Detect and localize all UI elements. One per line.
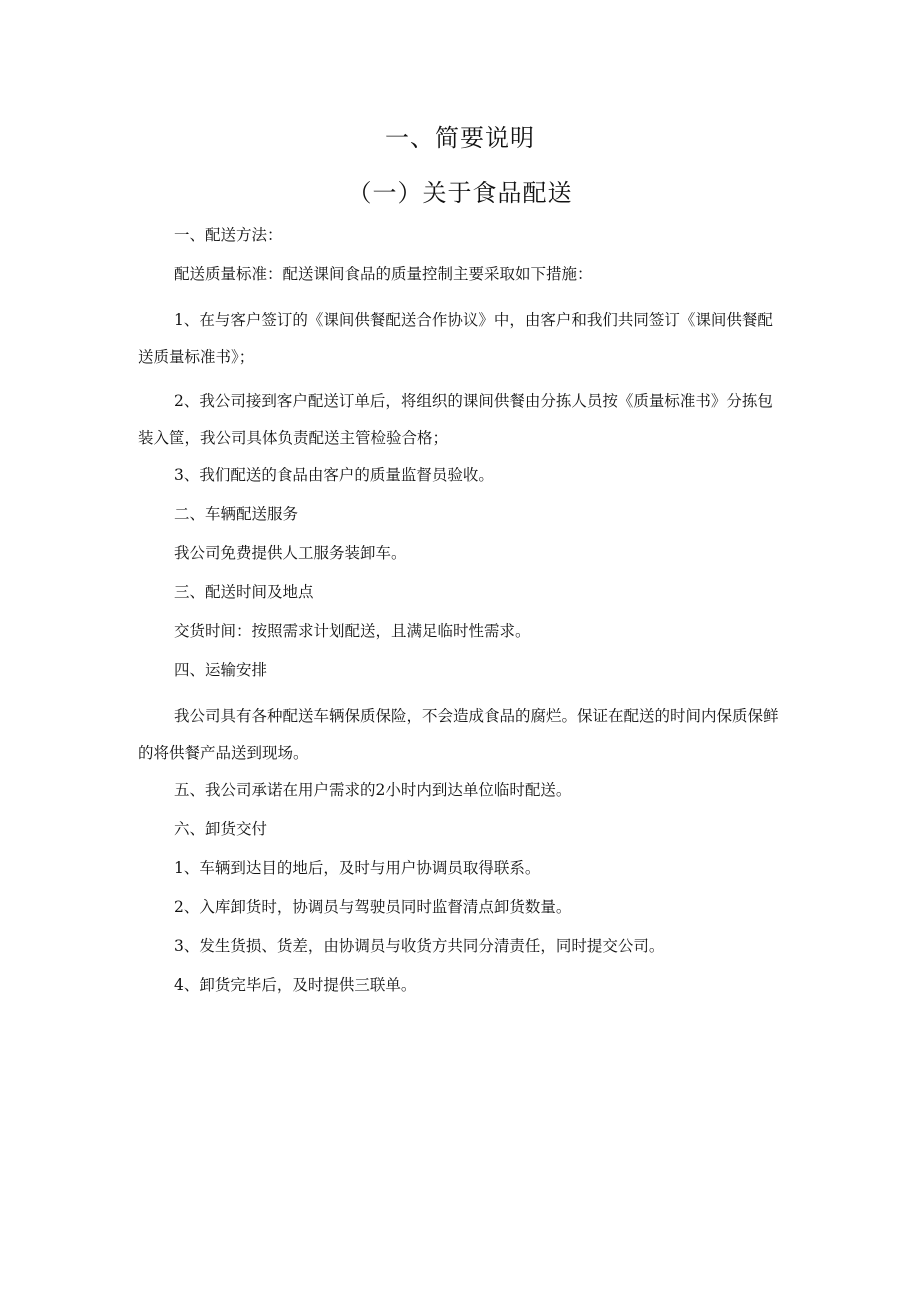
paragraph: 4、卸货完毕后，及时提供三联单。 [174,976,417,994]
section-heading: 二、车辆配送服务 [174,505,299,523]
document-subtitle: （一）关于食品配送 [347,179,573,207]
paragraph: 我公司免费提供人工服务装卸车。 [174,544,407,562]
paragraph: 我公司具有各种配送车辆保质保险，不会造成食品的腐烂。保证在配送的时间内保质保鲜的将供餐产品送到现场。 [138,707,779,762]
paragraph: 3、发生货损、货差，由协调员与收货方共同分清责任，同时提交公司。 [174,937,665,955]
paragraph: 1、车辆到达目的地后，及时与用户协调员取得联系。 [174,859,541,877]
paragraph: 1、在与客户签订的《课间供餐配送合作协议》中，由客户和我们共同签订《课间供餐配送质量标准书》； [138,311,773,366]
document-body [138,224,788,1013]
section-heading: 六、卸货交付 [174,820,268,838]
paragraph: 2、我公司接到客户配送订单后，将组织的课间供餐由分拣人员按《质量标准书》分拣包装入筐，我公司具体负责配送主管检验合格； [138,392,773,447]
section-heading: 三、配送时间及地点 [174,583,314,601]
paragraph: 2、入库卸货时，协调员与驾驶员同时监督清点卸货数量。 [174,898,572,916]
paragraph: 3、我们配送的食品由客户的质量监督员验收。 [174,466,494,484]
section-heading: 五、我公司承诺在用户需求的2小时内到达单位临时配送。 [174,781,572,799]
section-heading: 一、配送方法： [174,226,283,244]
document-title: 一、简要说明 [385,124,535,152]
section-heading: 四、运输安排 [174,661,268,679]
paragraph: 配送质量标准：配送课间食品的质量控制主要采取如下措施： [174,265,593,283]
paragraph: 交货时间：按照需求计划配送，且满足临时性需求。 [174,622,531,640]
